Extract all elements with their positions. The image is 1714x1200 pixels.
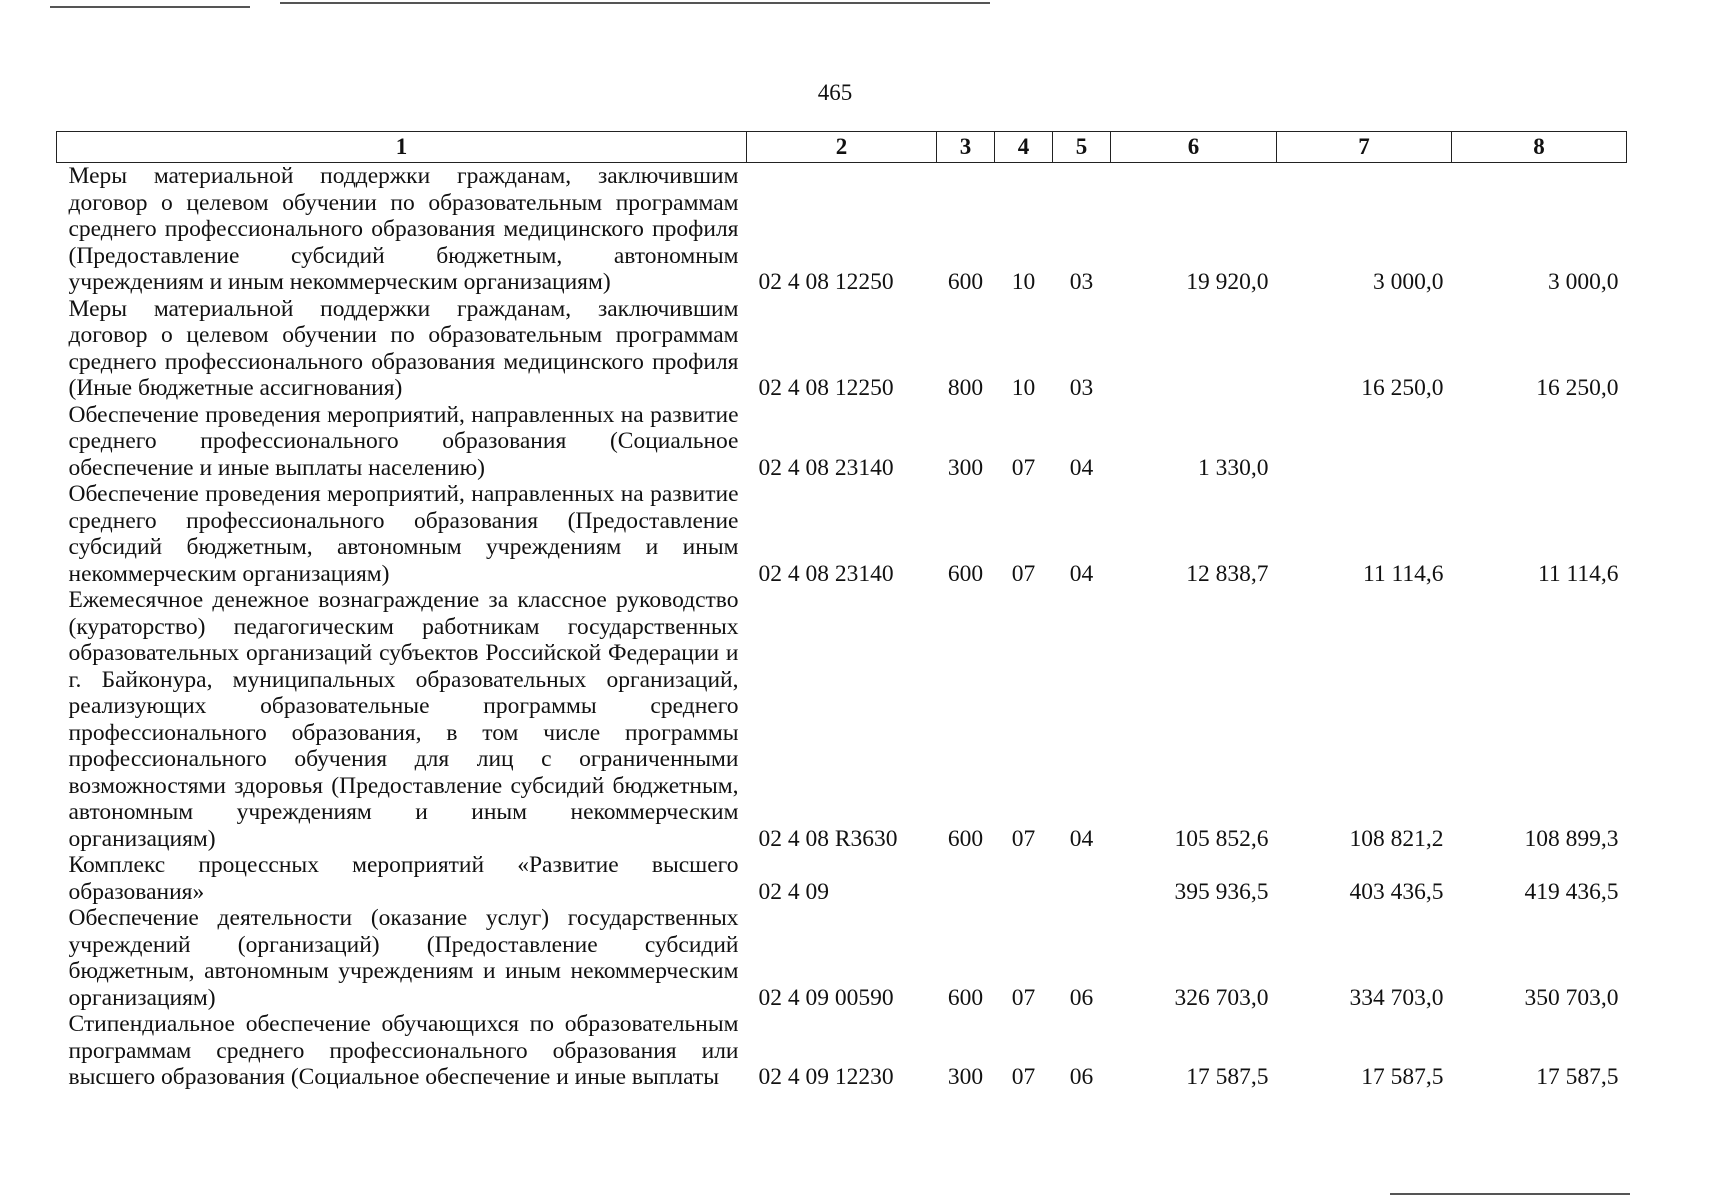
column-header-3: 3 <box>937 132 995 163</box>
column-header-2: 2 <box>747 132 937 163</box>
table-row <box>57 296 1627 402</box>
row-col4: 07 <box>1011 1064 1036 1090</box>
row-col3: 800 <box>947 375 984 401</box>
row-col7: 3 000,0 <box>1373 269 1444 295</box>
row-code: 02 4 08 23140 <box>758 454 894 481</box>
row-col8 <box>1452 402 1627 482</box>
row-col3: 600 <box>947 825 984 852</box>
row-col4: 10 <box>1011 269 1036 295</box>
row-col4: 10 <box>1011 375 1036 401</box>
row-name: Комплекс процессных мероприятий «Развитие высшего образования» <box>68 852 739 905</box>
row-code: 02 4 08 R3630 <box>758 825 898 852</box>
row-col6: 326 703,0 <box>1174 984 1269 1011</box>
column-header-1: 1 <box>57 132 747 163</box>
row-name: Обеспечение деятельности (оказание услуг) государственных учреждений (организаций) (Предоставление субсидий бюджетным, автономным учреждениям и иным некоммерческим организациям) <box>68 905 739 1011</box>
row-col4: 07 <box>1011 825 1036 852</box>
row-code: 02 4 08 12250 <box>758 269 894 295</box>
row-col7: 334 703,0 <box>1349 984 1444 1011</box>
table-row <box>57 905 1627 1011</box>
row-col6: 1 330,0 <box>1198 454 1269 481</box>
scan-edge-line-right <box>280 2 990 4</box>
budget-table <box>56 131 1627 1091</box>
row-name: Обеспечение проведения мероприятий, направленных на развитие среднего профессионального образования (Предоставление субсидий бюджетным, автономным учреждениям и иным некоммерческим организациям) <box>68 481 739 587</box>
row-col6: 19 920,0 <box>1186 269 1269 295</box>
table-row <box>57 1011 1627 1091</box>
table-row <box>57 852 1627 905</box>
row-col8: 108 899,3 <box>1524 825 1619 852</box>
row-col5: 04 <box>1069 560 1094 587</box>
header-row <box>57 132 1627 163</box>
row-col6: 395 936,5 <box>1174 878 1269 905</box>
table-row <box>57 587 1627 852</box>
row-col6 <box>1111 296 1277 402</box>
row-code: 02 4 08 12250 <box>758 375 894 401</box>
row-col5: 04 <box>1069 454 1094 481</box>
row-col3: 300 <box>947 1064 984 1090</box>
row-col5: 06 <box>1069 1064 1094 1090</box>
row-col8: 350 703,0 <box>1524 984 1619 1011</box>
row-col7: 16 250,0 <box>1361 375 1444 401</box>
row-name: Ежемесячное денежное вознаграждение за классное руководство (кураторство) педагогическим работникам государственных образовательных организаций субъектов Российской Федерации и г. Байконура, муниципальных образовательных организаций, реализующих образовательные программы среднего профессионального образования, в том числе программы профессионального обучения для лиц с ограниченными возможностями здоровья (Предоставление субсидий бюджетным, автономным учреждениям и иным некоммерческим организациям) <box>68 587 739 852</box>
row-col7: 403 436,5 <box>1349 878 1444 905</box>
scan-edge-line-bottom <box>1390 1193 1630 1195</box>
row-col4: 07 <box>1011 560 1036 587</box>
table-row <box>57 163 1627 296</box>
row-col4: 07 <box>1011 454 1036 481</box>
page-number: 465 <box>817 80 853 105</box>
row-col5: 03 <box>1069 375 1094 401</box>
column-header-5: 5 <box>1053 132 1111 163</box>
column-header-8: 8 <box>1452 132 1627 163</box>
row-code: 02 4 09 00590 <box>758 984 894 1011</box>
table-header <box>57 132 1627 163</box>
row-col7 <box>1277 402 1452 482</box>
row-col8: 419 436,5 <box>1524 878 1619 905</box>
row-name: Обеспечение проведения мероприятий, направленных на развитие среднего профессионального образования (Социальное обеспечение и иные выплаты населению) <box>68 401 739 481</box>
row-col3: 600 <box>947 560 984 587</box>
table-row <box>57 402 1627 482</box>
row-col5 <box>1053 852 1111 905</box>
row-col5: 03 <box>1069 269 1094 295</box>
row-col8: 16 250,0 <box>1536 375 1619 401</box>
row-code: 02 4 09 12230 <box>758 1064 894 1090</box>
row-col3: 600 <box>947 269 984 295</box>
row-col6: 17 587,5 <box>1186 1064 1269 1090</box>
table-body <box>57 163 1627 1091</box>
row-col7: 108 821,2 <box>1349 825 1444 852</box>
row-col3: 600 <box>947 984 984 1011</box>
row-name: Меры материальной поддержки гражданам, заключившим договор о целевом обучении по образовательным программам среднего профессионального образования медицинского профиля (Иные бюджетные ассигнования) <box>68 295 739 401</box>
row-col8: 11 114,6 <box>1537 560 1619 587</box>
column-header-6: 6 <box>1111 132 1277 163</box>
row-col5: 06 <box>1069 984 1094 1011</box>
row-code: 02 4 08 23140 <box>758 560 894 587</box>
row-code: 02 4 09 <box>758 878 829 905</box>
row-col7: 11 114,6 <box>1362 560 1444 587</box>
row-name: Стипендиальное обеспечение обучающихся по образовательным программам среднего профессионального образования или высшего образования (Социальное обеспечение и иные выплаты <box>68 1011 739 1090</box>
row-col6: 12 838,7 <box>1186 560 1269 587</box>
scan-edge-line-left <box>50 6 250 8</box>
row-col3 <box>937 852 995 905</box>
row-col6: 105 852,6 <box>1174 825 1269 852</box>
row-name: Меры материальной поддержки гражданам, заключившим договор о целевом обучении по образовательным программам среднего профессионального образования медицинского профиля (Предоставление субсидий бюджетным, автономным учреждениям и иным некоммерческим организациям) <box>68 163 739 295</box>
row-col4: 07 <box>1011 984 1036 1011</box>
column-header-7: 7 <box>1277 132 1452 163</box>
row-col8: 3 000,0 <box>1548 269 1619 295</box>
row-col7: 17 587,5 <box>1361 1064 1444 1090</box>
row-col5: 04 <box>1069 825 1094 852</box>
column-header-4: 4 <box>995 132 1053 163</box>
row-col8: 17 587,5 <box>1536 1064 1619 1090</box>
row-col3: 300 <box>947 454 984 481</box>
table-row <box>57 481 1627 587</box>
row-col4 <box>995 852 1053 905</box>
